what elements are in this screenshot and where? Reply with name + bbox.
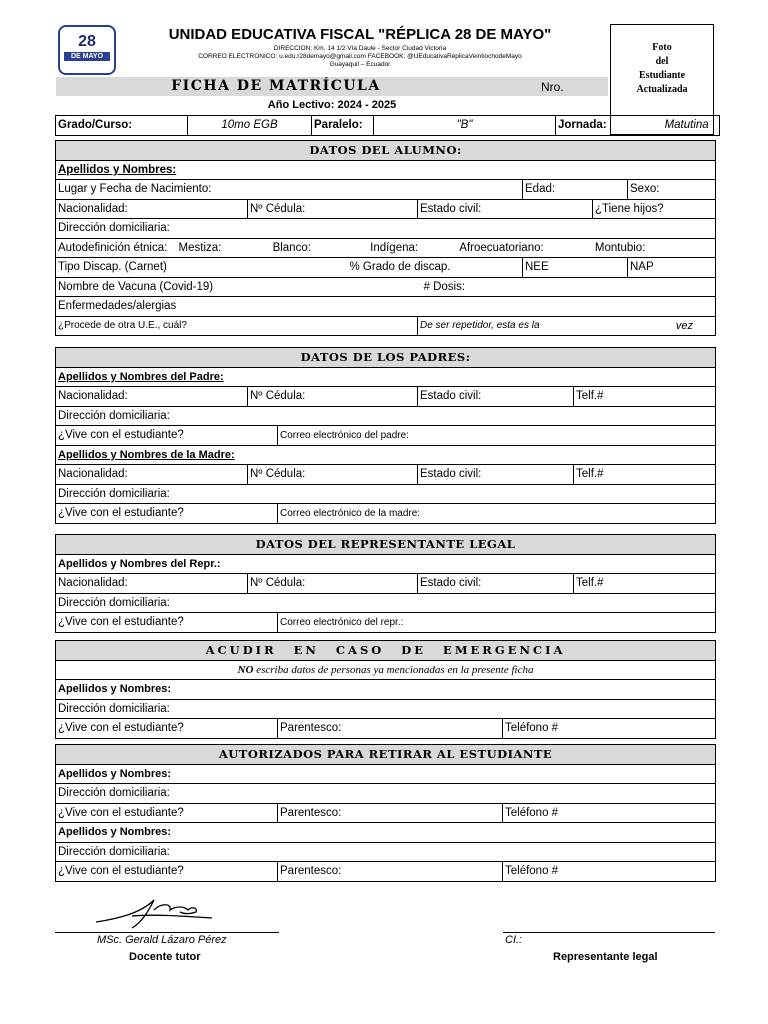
paralelo-label: Paralelo: [312, 116, 374, 136]
alumno-estado-civil[interactable]: Estado civil: [418, 199, 593, 219]
photo-label-2: del [655, 56, 669, 67]
repr-estado-civil[interactable]: Estado civil: [418, 574, 574, 594]
alumno-cedula[interactable]: Nº Cédula: [248, 199, 418, 219]
emergencia-note-no: NO [237, 663, 254, 676]
alumno-table [55, 140, 716, 336]
grado-value[interactable]: 10mo EGB [188, 116, 312, 136]
madre-estado-civil[interactable]: Estado civil: [418, 465, 574, 485]
emergencia-apellidos[interactable]: Apellidos y Nombres: [56, 680, 716, 700]
photo-label-1: Foto [652, 42, 672, 53]
alumno-edad[interactable]: Edad: [523, 180, 628, 200]
emergencia-note [56, 660, 716, 680]
autorizado2-direccion[interactable]: Dirección domiciliaria: [56, 842, 716, 862]
representante-header: DATOS DEL REPRESENTANTE LEGAL [56, 535, 716, 555]
jornada-label: Jornada: [558, 119, 607, 132]
photo-label-3: Estudiante [638, 70, 686, 81]
autorizado2-telefono[interactable]: Teléfono # [503, 862, 716, 882]
padre-direccion[interactable]: Dirección domiciliaria: [56, 406, 716, 426]
repr-telf[interactable]: Telf.# [574, 574, 716, 594]
alumno-vacuna[interactable]: Nombre de Vacuna (Covid-19) [56, 277, 418, 297]
representante-table [55, 534, 716, 633]
representante-ci[interactable]: CI.: [505, 934, 523, 946]
madre-correo[interactable]: Correo electrónico de la madre: [278, 504, 716, 524]
representante-cargo: Representante legal [553, 951, 658, 963]
alumno-direccion[interactable]: Dirección domiciliaria: [56, 219, 716, 239]
emergencia-note-text: escriba datos de personas ya mencionadas en la presente ficha [253, 663, 534, 676]
autorizados-header: AUTORIZADOS PARA RETIRAR AL ESTUDIANTE [56, 745, 716, 765]
madre-apellidos[interactable]: Apellidos y Nombres de la Madre: [56, 445, 716, 465]
padre-vive[interactable]: ¿Vive con el estudiante? [56, 426, 278, 446]
repr-nacionalidad[interactable]: Nacionalidad: [56, 574, 248, 594]
grado-label: Grado/Curso: [56, 116, 188, 136]
autorizado1-parentesco[interactable]: Parentesco: [278, 803, 503, 823]
school-contact: CORREO ELECTRONICO: u.edu.r28demayo@gmail.com FACEBOOK: @UEducativaRéplicaVeintiochodeMayo [198, 53, 522, 60]
alumno-nap[interactable]: NAP [628, 258, 716, 278]
grado-table [55, 115, 720, 136]
alumno-repetidor-cell[interactable] [418, 316, 716, 336]
alumno-discap[interactable]: Tipo Discap. (Carnet) [56, 258, 348, 278]
autorizado2-vive[interactable]: ¿Vive con el estudiante? [56, 862, 278, 882]
autorizado2-apellidos[interactable]: Apellidos y Nombres: [56, 823, 716, 843]
docente-cargo: Docente tutor [129, 951, 201, 963]
madre-cedula[interactable]: Nº Cédula: [248, 465, 418, 485]
etnica-label: Autodefinición étnica: [58, 241, 168, 254]
alumno-lugar-fecha[interactable]: Lugar y Fecha de Nacimiento: [56, 180, 523, 200]
repr-correo[interactable]: Correo electrónico del repr.: [278, 613, 716, 633]
docente-nombre: MSc. Gerald Lázaro Pérez [97, 934, 227, 946]
madre-direccion[interactable]: Dirección domiciliaria: [56, 484, 716, 504]
afro-option[interactable]: Afroecuatoriano: [459, 241, 544, 254]
school-city: Guayaquil – Ecuador [329, 61, 391, 68]
autorizado1-apellidos[interactable]: Apellidos y Nombres: [56, 764, 716, 784]
padre-estado-civil[interactable]: Estado civil: [418, 387, 574, 407]
autorizado1-direccion[interactable]: Dirección domiciliaria: [56, 784, 716, 804]
padres-header: DATOS DE LOS PADRES: [56, 348, 716, 368]
autorizado1-telefono[interactable]: Teléfono # [503, 803, 716, 823]
paralelo-value[interactable]: "B" [374, 116, 556, 136]
madre-nacionalidad[interactable]: Nacionalidad: [56, 465, 248, 485]
repr-cedula[interactable]: Nº Cédula: [248, 574, 418, 594]
logo-number: 28 [78, 33, 96, 50]
emergencia-telefono[interactable]: Teléfono # [503, 719, 716, 739]
padre-telf[interactable]: Telf.# [574, 387, 716, 407]
photo-label-4: Actualizada [636, 84, 688, 95]
repr-vive[interactable]: ¿Vive con el estudiante? [56, 613, 278, 633]
autorizados-table [55, 744, 716, 882]
nro-label: Nro. [541, 80, 564, 94]
emergencia-header: ACUDIR EN CASO DE EMERGENCIA [56, 641, 716, 661]
alumno-apellidos[interactable]: Apellidos y Nombres: [56, 160, 716, 180]
emergencia-direccion[interactable]: Dirección domiciliaria: [56, 699, 716, 719]
signature-image [92, 892, 222, 932]
autorizado2-parentesco[interactable]: Parentesco: [278, 862, 503, 882]
alumno-header: DATOS DEL ALUMNO: [56, 141, 716, 161]
school-name: UNIDAD EDUCATIVA FISCAL "RÉPLICA 28 DE MAYO" [168, 26, 552, 43]
anio-lectivo: Año Lectivo: 2024 - 2025 [267, 99, 397, 111]
padre-apellidos[interactable]: Apellidos y Nombres del Padre: [56, 367, 716, 387]
padres-table [55, 347, 716, 524]
logo-text: DE MAYO [64, 52, 110, 61]
alumno-vez: vez [675, 319, 694, 332]
alumno-repetidor: De ser repetidor, esta es la [420, 319, 540, 331]
alumno-procede[interactable]: ¿Procede de otra U.E., cuál? [56, 316, 418, 336]
emergencia-vive[interactable]: ¿Vive con el estudiante? [56, 719, 278, 739]
indigena-option[interactable]: Indígena: [370, 241, 419, 254]
jornada-value: Matutina [664, 119, 709, 132]
repr-apellidos[interactable]: Apellidos y Nombres del Repr.: [56, 554, 716, 574]
alumno-sexo[interactable]: Sexo: [628, 180, 716, 200]
montubio-option[interactable]: Montubio: [594, 241, 646, 254]
padre-correo[interactable]: Correo electrónico del padre: [278, 426, 716, 446]
docente-signature-line [55, 932, 279, 933]
alumno-enfermedades[interactable]: Enfermedades/alergias [56, 297, 716, 317]
mestiza-option[interactable]: Mestiza: [178, 241, 222, 254]
alumno-etnica-row[interactable] [56, 238, 716, 258]
madre-vive[interactable]: ¿Vive con el estudiante? [56, 504, 278, 524]
padre-nacionalidad[interactable]: Nacionalidad: [56, 387, 248, 407]
school-logo [58, 25, 116, 75]
ficha-title: FICHA DE MATRÍCULA [171, 78, 381, 94]
blanco-option[interactable]: Blanco: [272, 241, 311, 254]
jornada-cell[interactable] [556, 116, 720, 136]
representante-signature-line [503, 932, 715, 933]
madre-telf[interactable]: Telf.# [574, 465, 716, 485]
school-address: DIRECCION: Km. 14 1/2 Vía Daule - Sector Ciudad Victoria [273, 45, 447, 52]
autorizado1-vive[interactable]: ¿Vive con el estudiante? [56, 803, 278, 823]
emergencia-parentesco[interactable]: Parentesco: [278, 719, 503, 739]
alumno-dosis[interactable]: # Dosis: [418, 277, 716, 297]
alumno-nacionalidad[interactable]: Nacionalidad: [56, 199, 248, 219]
alumno-tiene-hijos[interactable]: ¿Tiene hijos? [593, 199, 716, 219]
alumno-nee[interactable]: NEE [523, 258, 628, 278]
padre-cedula[interactable]: Nº Cédula: [248, 387, 418, 407]
emergencia-table [55, 640, 716, 739]
alumno-grado-discap[interactable]: % Grado de discap. [348, 258, 523, 278]
repr-direccion[interactable]: Dirección domiciliaria: [56, 593, 716, 613]
